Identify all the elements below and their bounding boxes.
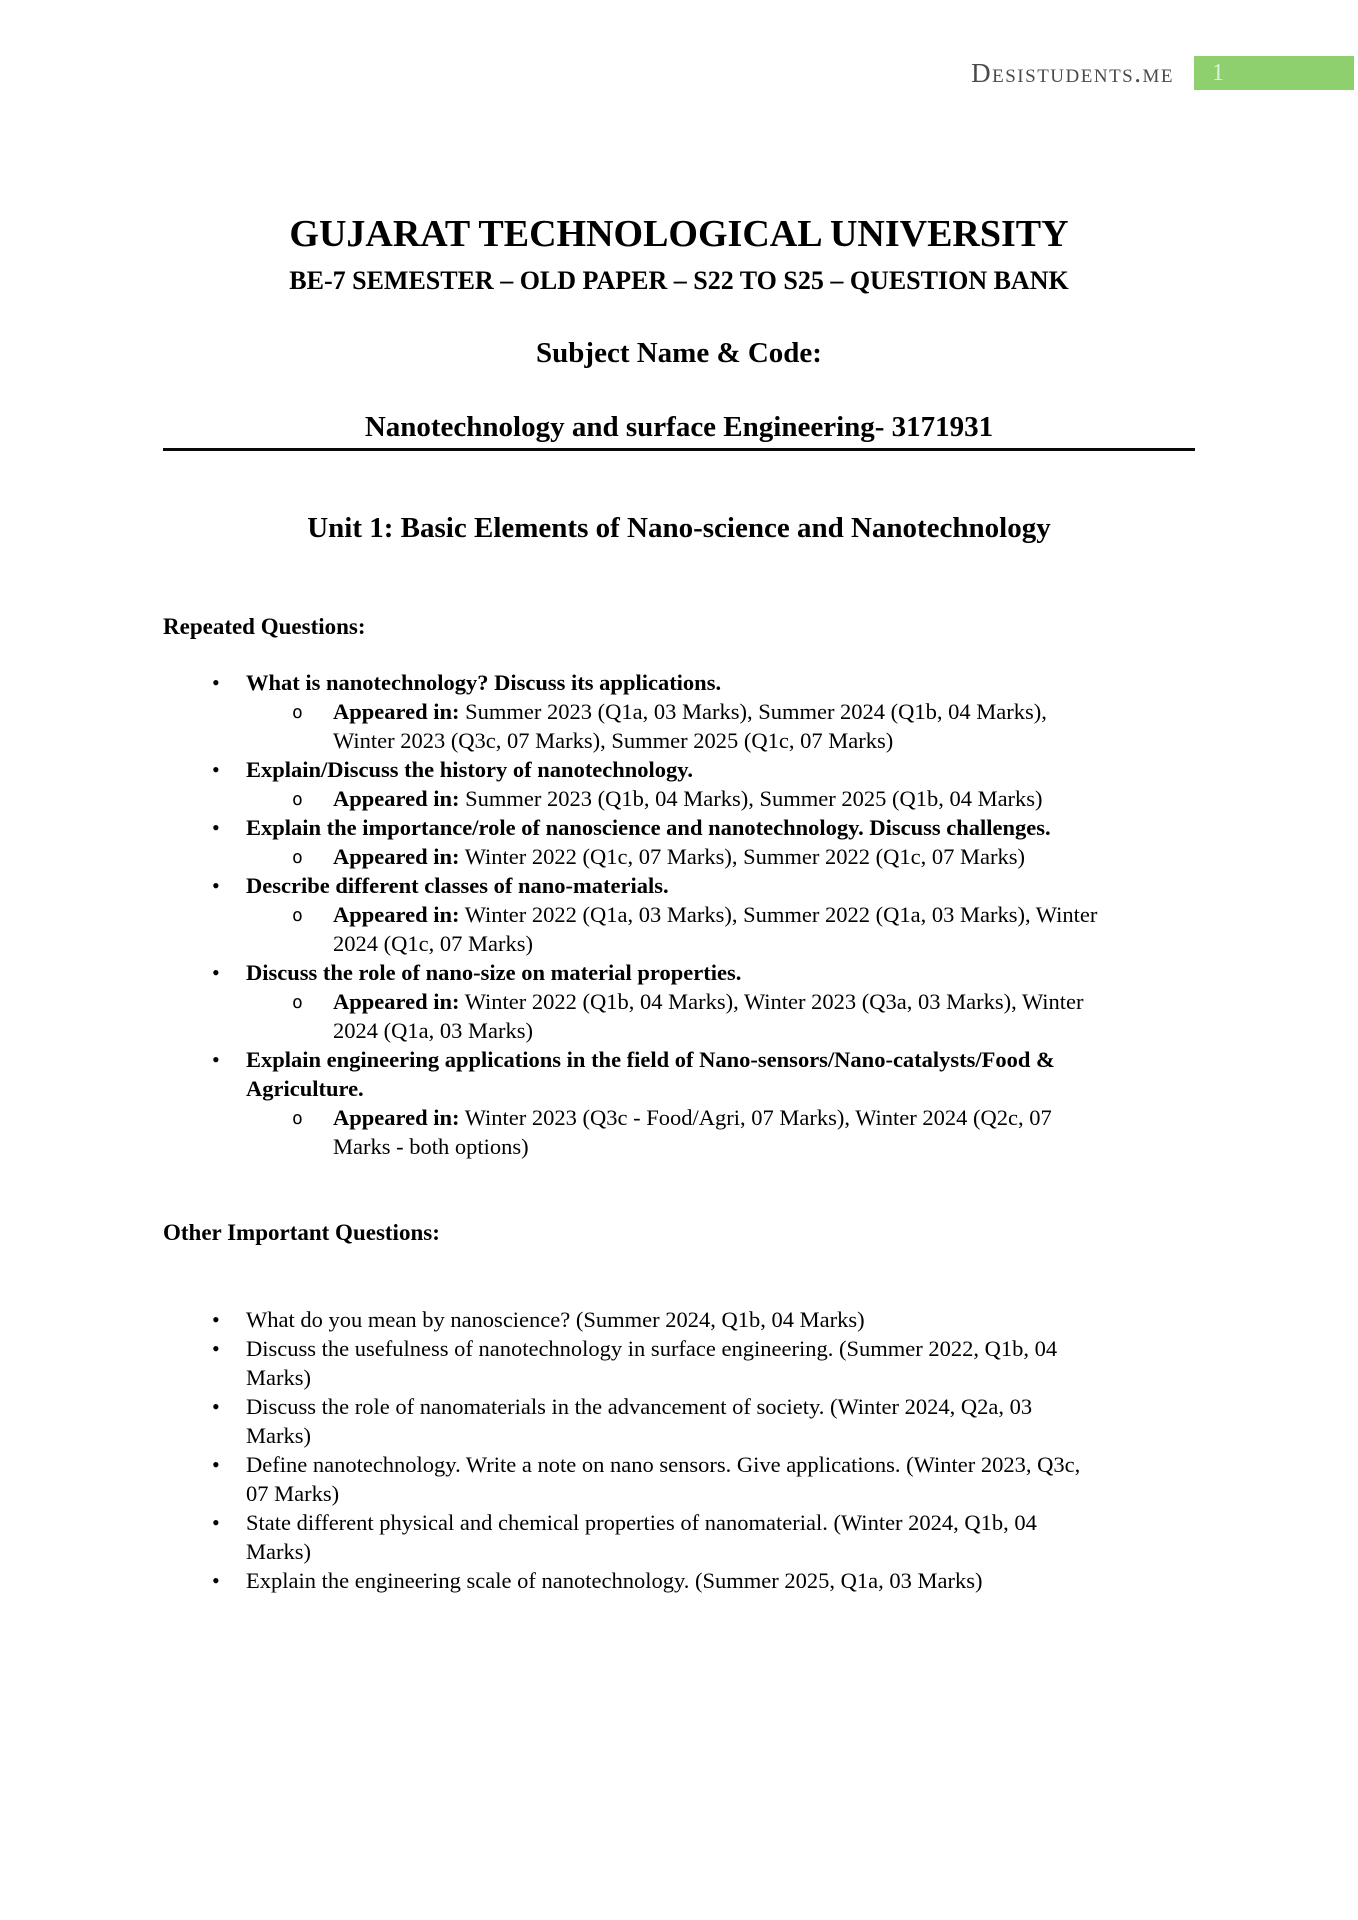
appeared-line: Marks - both options) [333, 1134, 529, 1159]
appeared-line [163, 1103, 1223, 1132]
appeared-line [163, 784, 1223, 813]
question-line: • Explain engineering applications in the field of Nano-sensors/Nano-catalysts/Food & [163, 1045, 1223, 1074]
unit-title: Unit 1: Basic Elements of Nano-science and Nanotechnology [307, 512, 1051, 544]
repeated-item [163, 755, 1223, 813]
appeared-line: 2024 (Q1a, 03 Marks) [333, 1018, 533, 1043]
other-item [163, 1305, 1223, 1334]
appeared-text: Winter 2022 (Q1a, 03 Marks), Summer 2022 (Q1a, 03 Marks), Winter [464, 902, 1098, 927]
question-line: • Explain/Discuss the history of nanotechnology. [163, 755, 1223, 784]
appeared-line [163, 987, 1223, 1016]
question-line: 07 Marks) [246, 1481, 340, 1506]
appeared-label: Appeared in: [333, 786, 460, 811]
repeated-questions-heading: Repeated Questions: [163, 614, 366, 639]
subject-label: Subject Name & Code: [536, 337, 822, 369]
page-header [971, 55, 1354, 91]
appeared-line [163, 842, 1223, 871]
question-line: Marks) [246, 1539, 311, 1564]
repeated-item [163, 958, 1223, 1045]
other-item [163, 1508, 1223, 1566]
question-line: • What is nanotechnology? Discuss its applications. [163, 668, 1223, 697]
question-line: • Discuss the role of nanomaterials in the advancement of society. (Winter 2024, Q2a, 03 [163, 1392, 1223, 1421]
appeared-line [163, 900, 1223, 929]
question-line: Marks) [246, 1423, 311, 1448]
appeared-label: Appeared in: [333, 699, 460, 724]
repeated-item [163, 813, 1223, 871]
question-line: • State different physical and chemical properties of nanomaterial. (Winter 2024, Q1b, 04 [163, 1508, 1223, 1537]
question-line: • Discuss the role of nano-size on material properties. [163, 958, 1223, 987]
repeated-item [163, 668, 1223, 755]
question-line: Agriculture. [246, 1076, 364, 1101]
appeared-text: Summer 2023 (Q1b, 04 Marks), Summer 2025 (Q1b, 04 Marks) [465, 786, 1043, 811]
question-line: • Define nanotechnology. Write a note on nano sensors. Give applications. (Winter 2023, Q3c, [163, 1450, 1223, 1479]
repeated-item [163, 871, 1223, 958]
other-item [163, 1566, 1223, 1595]
appeared-label: Appeared in: [333, 1105, 460, 1130]
appeared-line: 2024 (Q1c, 07 Marks) [333, 931, 533, 956]
other-item [163, 1450, 1223, 1508]
question-line: Marks) [246, 1365, 311, 1390]
appeared-text: Winter 2023 (Q3c - Food/Agri, 07 Marks), Winter 2024 (Q2c, 07 [464, 1105, 1052, 1130]
other-item [163, 1392, 1223, 1450]
question-line: • Explain the importance/role of nanoscience and nanotechnology. Discuss challenges. [163, 813, 1223, 842]
appeared-line: Winter 2023 (Q3c, 07 Marks), Summer 2025 (Q1c, 07 Marks) [333, 728, 894, 753]
appeared-label: Appeared in: [333, 902, 460, 927]
other-questions-list [163, 1305, 1223, 1595]
other-item [163, 1334, 1223, 1392]
appeared-text: Summer 2023 (Q1a, 03 Marks), Summer 2024 (Q1b, 04 Marks), [465, 699, 1047, 724]
appeared-text: Winter 2022 (Q1c, 07 Marks), Summer 2022 (Q1c, 07 Marks) [464, 844, 1025, 869]
page-number: 1 [1212, 60, 1224, 86]
question-line: • Discuss the usefulness of nanotechnology in surface engineering. (Summer 2022, Q1b, 04 [163, 1334, 1223, 1363]
question-line: • Explain the engineering scale of nanotechnology. (Summer 2025, Q1a, 03 Marks) [163, 1566, 1223, 1595]
appeared-line [163, 697, 1223, 726]
divider-rule [163, 448, 1195, 451]
appeared-label: Appeared in: [333, 989, 460, 1014]
subject-name-code: Nanotechnology and surface Engineering- 3171931 [364, 411, 994, 443]
other-questions-heading: Other Important Questions: [163, 1220, 440, 1245]
site-name: Desistudents.me [971, 58, 1174, 88]
repeated-item [163, 1045, 1223, 1161]
university-title: GUJARAT TECHNOLOGICAL UNIVERSITY [289, 213, 1069, 255]
question-line: • Describe different classes of nano-materials. [163, 871, 1223, 900]
repeated-questions-list [163, 668, 1223, 1161]
question-line: • What do you mean by nanoscience? (Summer 2024, Q1b, 04 Marks) [163, 1305, 1223, 1334]
appeared-label: Appeared in: [333, 844, 460, 869]
semester-banner: BE-7 SEMESTER – OLD PAPER – S22 TO S25 – QUESTION BANK [289, 266, 1069, 295]
appeared-text: Winter 2022 (Q1b, 04 Marks), Winter 2023 (Q3a, 03 Marks), Winter [464, 989, 1084, 1014]
page-number-badge [1194, 56, 1354, 90]
